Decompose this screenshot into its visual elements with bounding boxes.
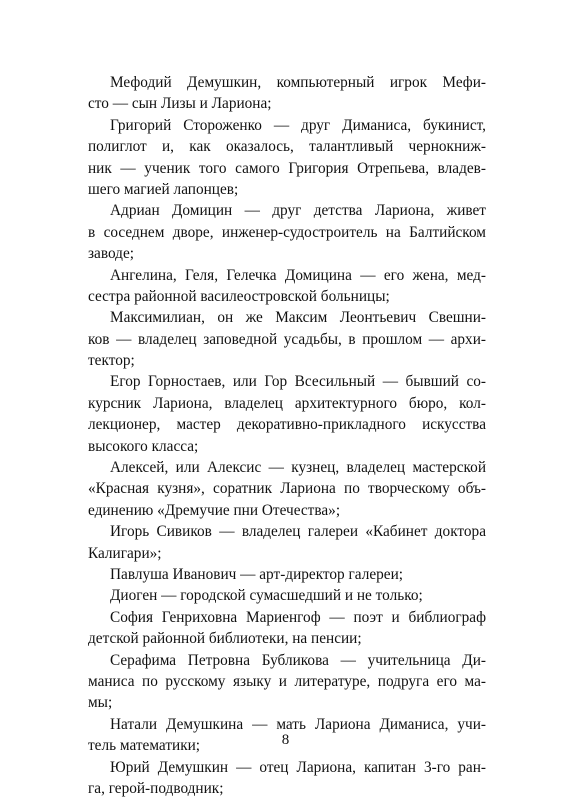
text-line: шего магией лапонцев;	[88, 180, 239, 198]
text-line: Егор Горностаев, или Гор Всесильный — бывший со-	[110, 373, 486, 391]
page-number: 8	[281, 732, 290, 748]
text-line: га, герой-подводник;	[88, 779, 224, 797]
text-line: мы;	[88, 694, 113, 712]
character-list	[88, 72, 486, 799]
text-line: сто — сын Лизы и Лариона;	[88, 95, 272, 113]
text-line: тель математики;	[88, 737, 201, 755]
text-line: сестра районной василеостровской больницы;	[88, 287, 390, 305]
text-line: София Генриховна Мариенгоф — поэт и библиограф	[110, 608, 486, 626]
text-line: Диоген — городской сумасшедший и не только;	[110, 587, 423, 605]
text-line: ник — ученик того самого Григория Отрепьева, владев-	[88, 159, 486, 177]
text-line: Юрий Демушкин — отец Лариона, капитан 3-го ран-	[110, 758, 486, 776]
text-line: Игорь Сивиков — владелец галереи «Кабинет доктора	[110, 523, 486, 541]
text-line: курсник Лариона, владелец архитектурного бюро, кол-	[88, 394, 486, 412]
text-line: детской районной библиотеки, на пенсии;	[88, 630, 362, 648]
text-line: Адриан Домицин — друг детства Лариона, живет	[110, 202, 486, 220]
text-line: Максимилиан, он же Максим Леонтьевич Свешни-	[110, 309, 486, 327]
text-line: лекционер, мастер декоративно-прикладного искусства	[88, 416, 486, 434]
text-line: заводе;	[88, 245, 134, 263]
text-line: маниса по русскому языку и литературе, подруга его ма-	[88, 672, 486, 690]
text-line: полиглот и, как оказалось, талантливый чернокниж-	[88, 138, 486, 156]
text-line: Мефодий Демушкин, компьютерный игрок Мефи-	[110, 74, 486, 91]
text-line: ков — владелец заповедной усадьбы, в прошлом — архи-	[88, 330, 486, 348]
text-line: тектор;	[88, 352, 135, 370]
text-line: высокого класса;	[88, 437, 199, 455]
text-line: «Красная кузня», соратник Лариона по творческому объ-	[88, 480, 486, 498]
text-line: Калигари»;	[88, 544, 162, 562]
text-line: Ангелина, Геля, Гелечка Домицина — его жена, мед-	[110, 266, 486, 284]
text-line: в соседнем дворе, инженер-судостроитель на Балтийском	[88, 223, 486, 241]
text-line: Павлуша Иванович — арт-директор галереи;	[110, 565, 404, 583]
text-line: Алексей, или Алексис — кузнец, владелец мастерской	[110, 459, 486, 477]
text-line: Григорий Стороженко — друг Диманиса, букинист,	[110, 116, 486, 134]
text-line: Натали Демушкина — мать Лариона Диманиса, учи-	[110, 715, 486, 733]
text-line: Серафима Петровна Бубликова — учительница Ди-	[110, 651, 486, 669]
text-line: единению «Дремучие пни Отечества»;	[88, 501, 341, 519]
